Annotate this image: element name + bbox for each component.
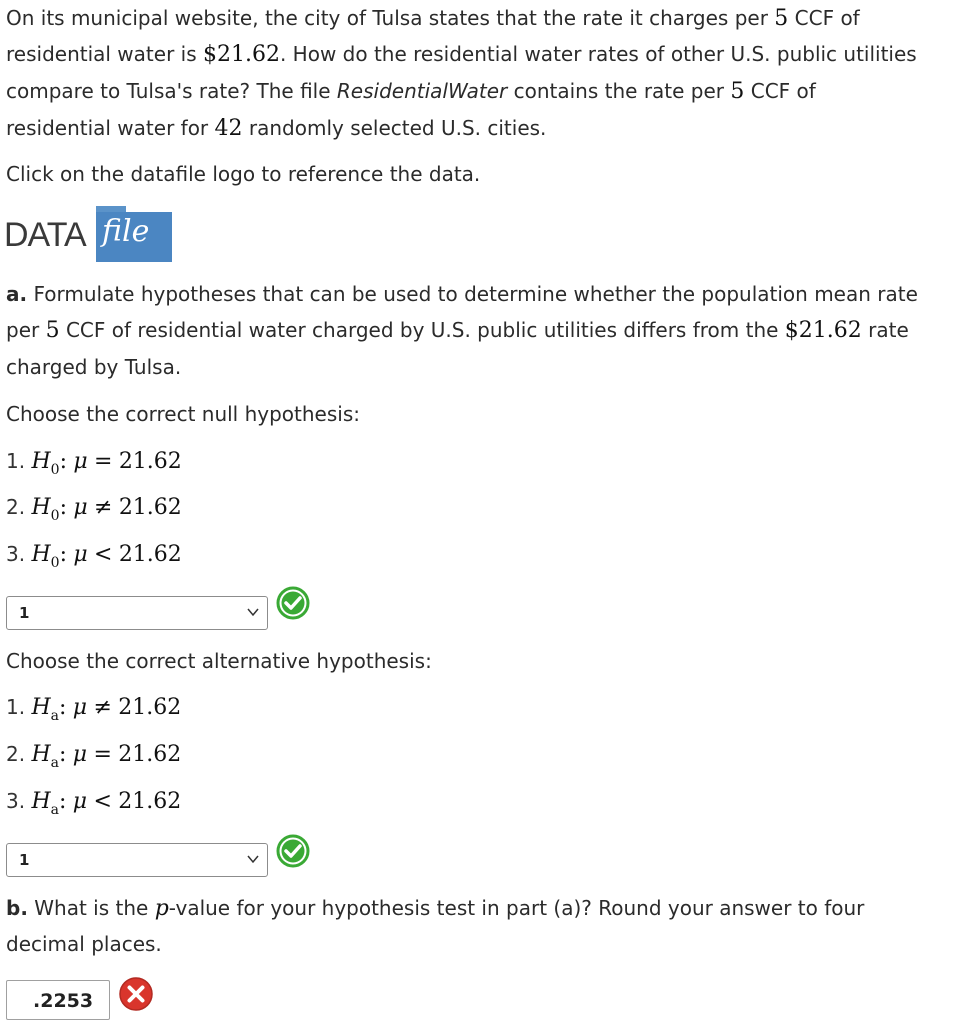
operator: = [93,742,112,767]
correct-check-icon [276,834,310,868]
math-number: 5 [730,79,745,104]
hypothesis-value: 21.62 [118,695,182,720]
intro-text: residential water is [6,42,203,66]
hypothesis-subscript: 0 [50,462,60,478]
hypothesis-symbol: H [31,695,51,720]
part-b-line-1 [6,896,864,921]
folder-icon [96,206,172,260]
intro-text: CCF of [788,6,860,30]
operator: = [94,449,113,474]
part-a-line-2 [6,318,909,343]
intro-text: . How do the residential water rates of other U.S. public utilities [279,42,917,66]
option-number: 3. [6,542,26,566]
hypothesis-subscript: a [50,755,59,771]
part-b-text: What is the [27,896,155,920]
math-p: p [154,896,169,921]
mu-symbol: μ [73,542,88,567]
intro-line-4 [6,116,546,141]
hypothesis-symbol: H [31,449,51,474]
mu-symbol: μ [73,449,88,474]
intro-text: residential water for [6,116,215,140]
math-rate: $21.62 [784,318,862,343]
operator: ≠ [94,495,113,520]
intro-text: randomly selected U.S. cities. [242,116,547,140]
operator: ≠ [93,695,112,720]
mu-symbol: μ [72,742,88,767]
intro-text: CCF of [744,79,816,103]
hypothesis-value: 21.62 [118,542,182,567]
intro-line-1 [6,6,860,31]
part-a-label: a. [6,282,28,306]
part-b-line-2: decimal places. [6,932,162,956]
colon: : [59,695,67,720]
colon: : [59,449,67,474]
intro-text: compare to Tulsa's rate? The file [6,79,337,103]
mu-symbol: μ [72,695,88,720]
datafile-logo[interactable] [4,202,172,262]
math-number: 5 [774,6,789,31]
chevron-down-icon [247,607,259,617]
alt-hypothesis-select[interactable] [6,843,268,877]
mu-symbol: μ [73,495,88,520]
part-a-text: rate [861,318,909,342]
hypothesis-subscript: 0 [50,555,60,571]
colon: : [59,495,67,520]
option-number: 3. [6,789,26,813]
alt-hypothesis-prompt: Choose the correct alternative hypothesis: [6,649,432,673]
incorrect-x-icon [118,976,154,1012]
colon: : [59,742,67,767]
math-rate: $21.62 [202,42,280,67]
logo-data-text: DATA [4,216,86,254]
correct-check-icon [276,586,310,620]
intro-line-3 [6,79,816,104]
select-value: 1 [19,851,30,869]
null-option-3 [6,542,182,569]
math-number: 42 [214,116,243,141]
math-number: 5 [45,318,60,343]
part-a-line-1 [6,282,918,306]
hypothesis-symbol: H [31,742,51,767]
part-b-text: -value for your hypothesis test in part (a)? Round your answer to four [168,896,865,920]
click-instruction: Click on the datafile logo to reference the data. [6,162,481,186]
mu-symbol: μ [72,789,88,814]
operator: < [93,789,112,814]
null-hypothesis-select[interactable] [6,596,268,630]
null-option-1 [6,449,182,476]
option-number: 2. [6,742,26,766]
alt-option-3 [6,789,181,816]
option-number: 1. [6,449,26,473]
option-number: 2. [6,495,26,519]
intro-line-2 [6,42,917,67]
null-option-2 [6,495,182,522]
option-number: 1. [6,695,26,719]
hypothesis-subscript: a [50,802,59,818]
part-b-label: b. [6,896,28,920]
hypothesis-value: 21.62 [118,742,182,767]
chevron-down-icon [247,854,259,864]
part-a-line-3: charged by Tulsa. [6,355,182,379]
colon: : [59,789,67,814]
select-value: 1 [19,604,30,622]
part-a-text: per [6,318,46,342]
hypothesis-symbol: H [31,789,51,814]
intro-text: On its municipal website, the city of Tulsa states that the rate it charges per [6,6,775,30]
null-hypothesis-prompt: Choose the correct null hypothesis: [6,402,360,426]
hypothesis-symbol: H [31,542,51,567]
hypothesis-value: 21.62 [118,449,182,474]
hypothesis-subscript: a [50,708,59,724]
alt-option-2 [6,742,181,769]
hypothesis-subscript: 0 [50,508,60,524]
intro-text: contains the rate per [507,79,731,103]
colon: : [59,542,67,567]
p-value-answer: .2253 [33,990,94,1012]
hypothesis-symbol: H [31,495,51,520]
part-a-text: CCF of residential water charged by U.S. public utilities differs from the [59,318,785,342]
hypothesis-value: 21.62 [118,495,182,520]
alt-option-1 [6,695,181,722]
part-a-text: Formulate hypotheses that can be used to determine whether the population mean rate [27,282,918,306]
logo-file-text: file [102,214,150,249]
operator: < [94,542,113,567]
datafile-name: ResidentialWater [336,79,508,103]
hypothesis-value: 21.62 [118,789,182,814]
p-value-input[interactable] [6,980,110,1020]
